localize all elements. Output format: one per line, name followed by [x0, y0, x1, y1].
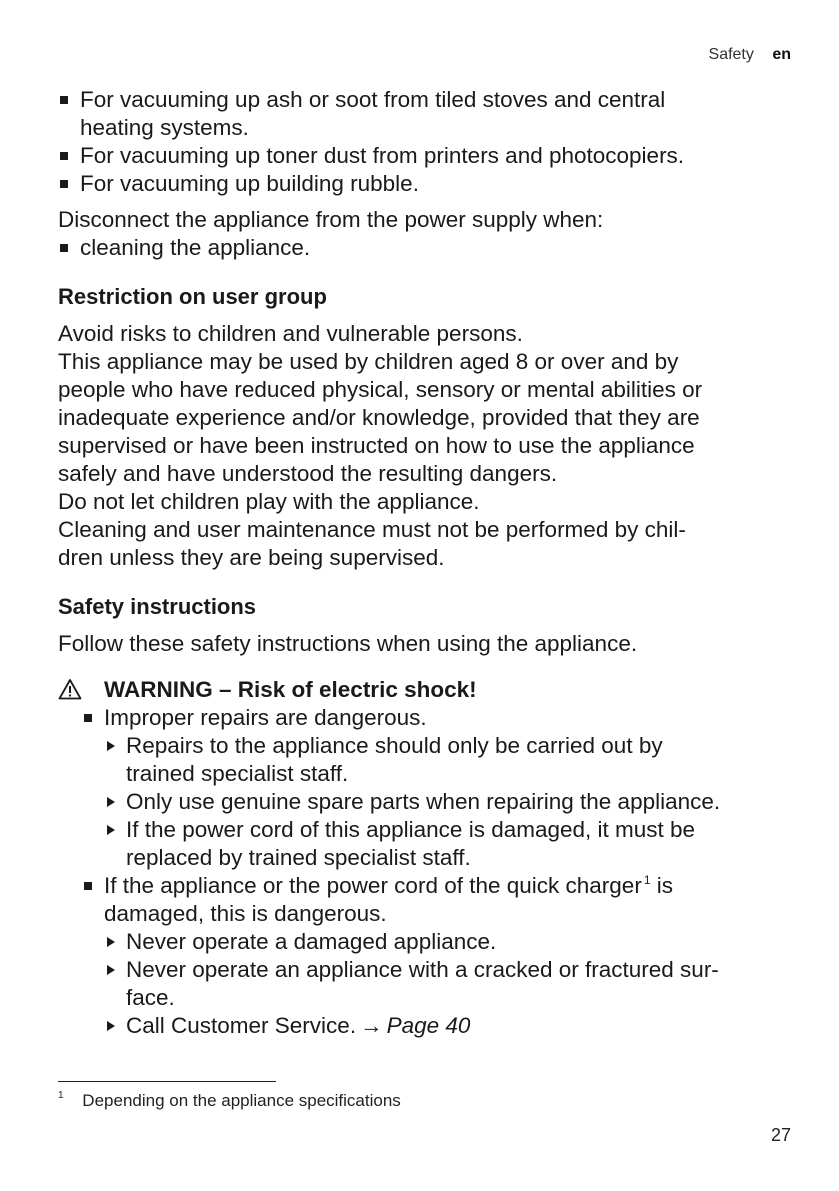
header-section-title: Safety — [708, 46, 754, 63]
page-reference-link[interactable]: Page 40 — [386, 1013, 471, 1038]
warning-title: WARNING – Risk of electric shock! — [58, 676, 798, 704]
warning-triangle-icon — [58, 678, 82, 700]
action-step: Repairs to the appliance should only be carried out by trained specialist staff. — [82, 732, 798, 788]
action-step: If the power cord of this appliance is damaged, it must be replaced by trained specialist staff. — [82, 816, 798, 872]
page-number: 27 — [770, 1125, 791, 1145]
restriction-heading: Restriction on user group — [58, 284, 327, 309]
footnote-number: 1 — [58, 1090, 64, 1101]
cross-reference-arrow-icon: → — [360, 1013, 383, 1038]
footnote-marker: 1 — [643, 873, 651, 887]
list-item: If the appliance or the power cord of the quick charger $^1$ is damaged, this is dangerous. — [82, 872, 798, 928]
disconnect-paragraph: Disconnect the appliance from the power supply when: — [58, 207, 604, 232]
header-language-code: en — [772, 46, 791, 63]
footnote-divider — [58, 1081, 276, 1082]
top-bullet-list — [58, 86, 798, 198]
footnote-text: Depending on the appliance specifications — [82, 1091, 401, 1110]
action-step: Call Customer Service. → Page 40 — [82, 1012, 798, 1040]
action-step: Never operate a damaged appliance. — [82, 928, 798, 956]
list-item: For vacuuming up toner dust from printers and photocopiers. — [58, 142, 798, 170]
list-item: cleaning the appliance. — [58, 234, 798, 262]
action-step: Only use genuine spare parts when repairing the appliance. — [82, 788, 798, 816]
list-item: Improper repairs are dangerous. — [82, 704, 798, 732]
action-step: Never operate an appliance with a cracked or fractured sur- face. — [82, 956, 798, 1012]
list-item: For vacuuming up building rubble. — [58, 170, 798, 198]
warning-body — [58, 704, 798, 1040]
restriction-body: Avoid risks to children and vulnerable persons. This appliance may be used by children aged 8 or over and by people who have reduced physical, sensory or mental abilities or inadequate experience and/or knowledge, provided that they are supervised or have been instructed on how to use the appliance safely and have understood the resulting dangers. Do not let children play with the appliance. Cleaning and user maintenance must not be performed by chil- dren unless they are being supervised. — [58, 321, 703, 570]
footnote — [58, 1090, 401, 1111]
safety-intro: Follow these safety instructions when using the appliance. — [58, 631, 638, 656]
safety-heading: Safety instructions — [58, 594, 257, 619]
list-item: For vacuuming up ash or soot from tiled stoves and central heating systems. — [58, 86, 798, 142]
running-header — [709, 46, 791, 64]
main-content — [58, 86, 798, 1040]
